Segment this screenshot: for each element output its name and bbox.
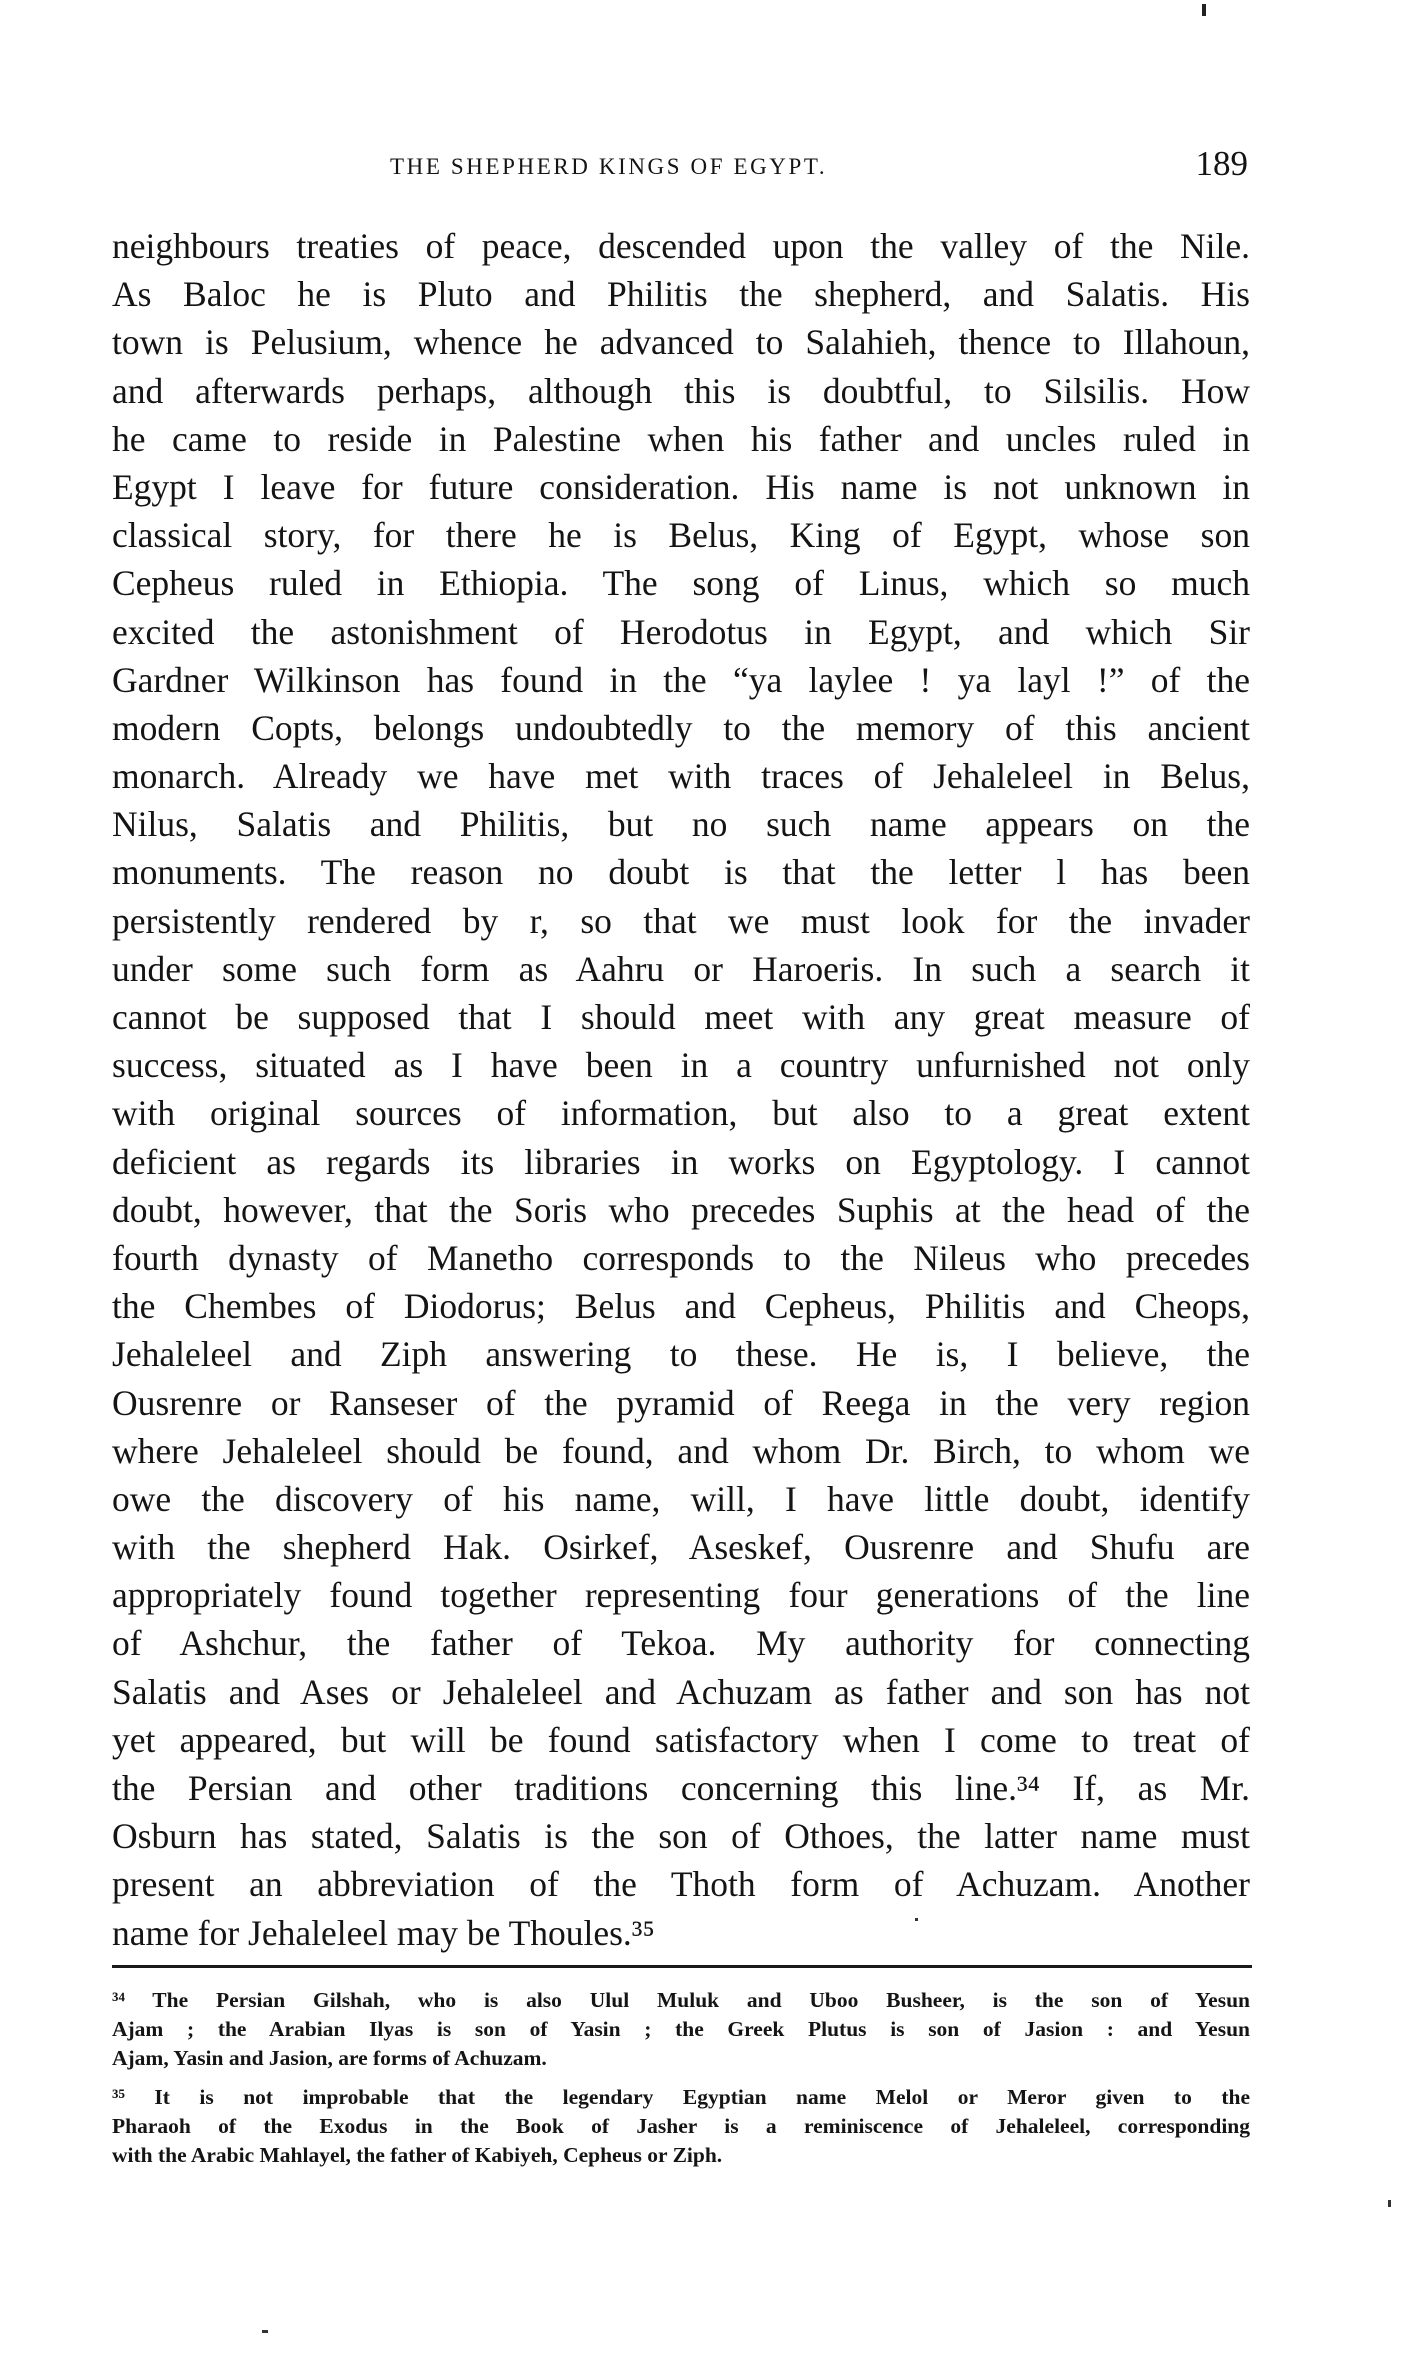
text-line: with original sources of information, but also to a great extent bbox=[112, 1093, 1250, 1134]
print-speck bbox=[1202, 4, 1206, 16]
text-line: fourth dynasty of Manetho corresponds to the Nileus who precedes bbox=[112, 1237, 1250, 1278]
text-line: yet appeared, but will be found satisfactory when I come to treat of bbox=[112, 1719, 1250, 1760]
text-line: of Ashchur, the father of Tekoa. My authority for connecting bbox=[112, 1623, 1250, 1664]
footnote-line: ³⁵ It is not improbable that the legendary Egyptian name Melol or Meror given to the bbox=[112, 2085, 1250, 2109]
text-line: cannot be supposed that I should meet with any great measure of bbox=[112, 997, 1250, 1037]
text-line: Cepheus ruled in Ethiopia. The song of Linus, which so much bbox=[112, 563, 1250, 604]
text-line: under some such form as Aahru or Haroeris. In such a search it bbox=[112, 948, 1250, 989]
print-speck bbox=[915, 1918, 918, 1921]
footnote-34 bbox=[112, 1986, 1250, 2073]
text-line: he came to reside in Palestine when his father and uncles ruled in bbox=[112, 418, 1250, 459]
print-speck bbox=[262, 2330, 268, 2333]
text-line: success, situated as I have been in a country unfurnished not only bbox=[112, 1045, 1250, 1086]
text-line: Jehaleleel and Ziph answering to these. He is, I believe, the bbox=[112, 1334, 1250, 1375]
text-line: where Jehaleleel should be found, and whom Dr. Birch, to whom we bbox=[112, 1430, 1250, 1471]
text-line: monarch. Already we have met with traces of Jehaleleel in Belus, bbox=[112, 756, 1250, 797]
text-line: deficient as regards its libraries in works on Egyptology. I cannot bbox=[112, 1141, 1250, 1182]
text-line: Osburn has stated, Salatis is the son of Othoes, the latter name must bbox=[112, 1816, 1250, 1857]
text-line: Ousrenre or Ranseser of the pyramid of Reega in the very region bbox=[112, 1382, 1250, 1423]
print-speck bbox=[1388, 2200, 1391, 2207]
text-line: Egypt I leave for future consideration. His name is not unknown in bbox=[112, 466, 1250, 507]
page-number: 189 bbox=[1195, 144, 1248, 183]
running-head bbox=[110, 144, 1250, 190]
running-title: THE SHEPHERD KINGS OF EGYPT. bbox=[390, 154, 828, 179]
text-line: persistently rendered by r, so that we must look for the invader bbox=[112, 900, 1250, 941]
text-line: owe the discovery of his name, will, I have little doubt, identify bbox=[112, 1478, 1250, 1519]
text-line: appropriately found together representing four generations of the line bbox=[112, 1575, 1250, 1616]
footnote-35 bbox=[112, 2083, 1250, 2170]
text-line: doubt, however, that the Soris who precedes Suphis at the head of the bbox=[112, 1189, 1250, 1230]
text-line: the Chembes of Diodorus; Belus and Cepheus, Philitis and Cheops, bbox=[112, 1286, 1250, 1327]
text-line: Salatis and Ases or Jehaleleel and Achuzam as father and son has not bbox=[112, 1671, 1250, 1712]
footnote-line: Pharaoh of the Exodus in the Book of Jasher is a reminiscence of Jehaleleel, corresponding bbox=[112, 2114, 1250, 2138]
footnote-line: with the Arabic Mahlayel, the father of Kabiyeh, Cepheus or Ziph. bbox=[112, 2143, 723, 2167]
body-text bbox=[112, 222, 1250, 1957]
text-line: with the shepherd Hak. Osirkef, Aseskef, Ousrenre and Shufu are bbox=[112, 1527, 1250, 1568]
footnote-rule bbox=[112, 1965, 1252, 1968]
text-line: Nilus, Salatis and Philitis, but no such name appears on the bbox=[112, 804, 1250, 845]
footnote-line: Ajam ; the Arabian Ilyas is son of Yasin ; the Greek Plutus is son of Jasion : and Yesun bbox=[112, 2017, 1250, 2041]
footnote-line: ³⁴ The Persian Gilshah, who is also Ulul Muluk and Uboo Busheer, is the son of Yesun bbox=[112, 1988, 1250, 2012]
text-line: the Persian and other traditions concerning this line.³⁴ If, as Mr. bbox=[112, 1768, 1250, 1808]
text-line: Gardner Wilkinson has found in the “ya laylee ! ya layl !” of the bbox=[112, 659, 1250, 700]
text-line: town is Pelusium, whence he advanced to Salahieh, thence to Illahoun, bbox=[112, 322, 1250, 363]
text-line: excited the astonishment of Herodotus in Egypt, and which Sir bbox=[112, 611, 1250, 652]
footnote-line: Ajam, Yasin and Jasion, are forms of Achuzam. bbox=[112, 2046, 547, 2070]
text-line: As Baloc he is Pluto and Philitis the shepherd, and Salatis. His bbox=[112, 274, 1250, 315]
text-line: modern Copts, belongs undoubtedly to the memory of this ancient bbox=[112, 707, 1250, 748]
text-line: present an abbreviation of the Thoth form of Achuzam. Another bbox=[112, 1864, 1250, 1905]
footnotes bbox=[112, 1986, 1250, 2170]
text-line: name for Jehaleleel may be Thoules.³⁵ bbox=[112, 1912, 655, 1953]
text-line: monuments. The reason no doubt is that the letter l has been bbox=[112, 852, 1250, 893]
text-line: neighbours treaties of peace, descended upon the valley of the Nile. bbox=[112, 226, 1250, 266]
text-line: and afterwards perhaps, although this is doubtful, to Silsilis. How bbox=[112, 370, 1250, 411]
text-line: classical story, for there he is Belus, King of Egypt, whose son bbox=[112, 515, 1250, 556]
